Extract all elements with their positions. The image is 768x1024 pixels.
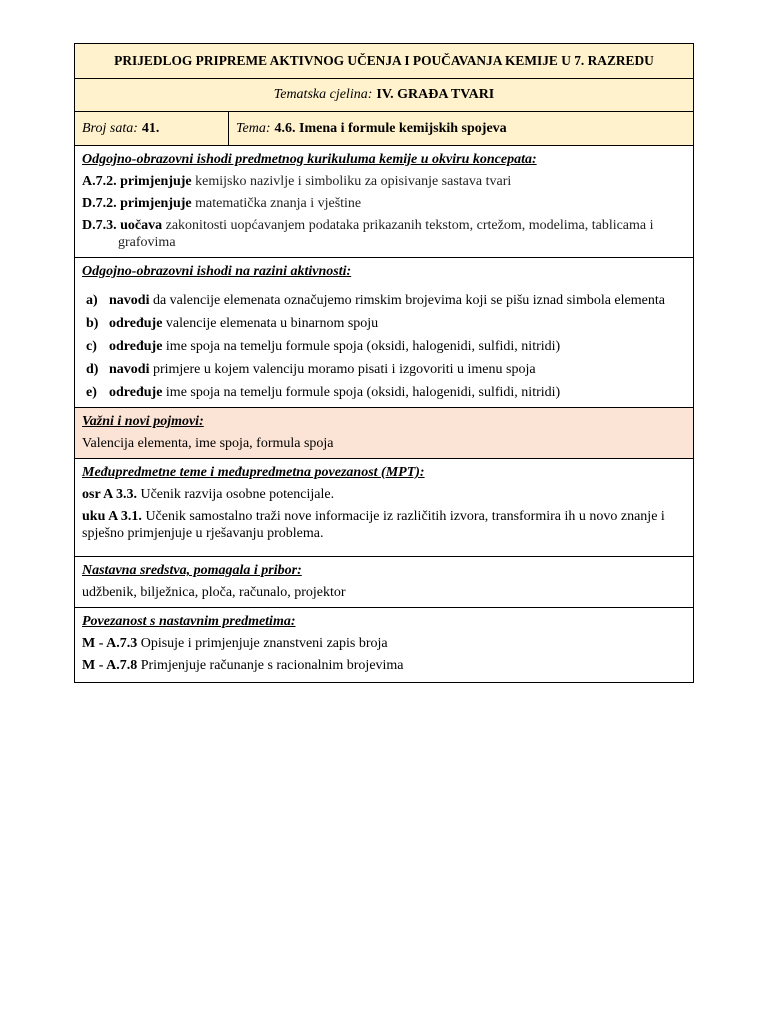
subject-links-section (75, 607, 693, 682)
lesson-hours-label: Broj sata: (82, 120, 138, 136)
lesson-plan-table (74, 43, 694, 683)
thematic-unit-value: IV. GRAĐA TVARI (376, 87, 495, 102)
outcome-code: D.7.2. primjenjuje (82, 196, 192, 211)
teaching-materials-heading: Nastavna sredstva, pomagala i pribor: (82, 563, 302, 578)
subject-link-item (82, 657, 686, 674)
item-text: ime spoja na temelju formule spoja (oksidi, halogenidi, sulfidi, nitridi) (162, 339, 561, 354)
mpt-text: Učenik razvija osobne potencijale. (136, 487, 335, 502)
item-label: c) (86, 339, 97, 354)
outcome-code: A.7.2. primjenjuje (82, 174, 192, 189)
item-verb: određuje (109, 385, 163, 400)
subject-text: Primjenjuje računanje s racionalnim brojevima (137, 658, 404, 673)
cross-curricular-heading: Međupredmetne teme i međupredmetna povezanost (MPT): (82, 465, 425, 480)
activity-outcome-item (82, 292, 686, 309)
cross-curricular-item (82, 508, 686, 542)
cross-curricular-section (75, 458, 693, 556)
subject-code: M - A.7.3 (82, 636, 138, 651)
outcome-text: kemijsko nazivlje i simboliku za opisivanje sastava tvari (191, 174, 512, 189)
lesson-topic (229, 112, 693, 145)
lesson-topic-label: Tema: (236, 120, 271, 136)
activity-outcomes-list (82, 292, 686, 401)
teaching-materials-section (75, 556, 693, 607)
item-label: d) (86, 362, 99, 377)
subject-text: Opisuje i primjenjuje znanstveni zapis broja (137, 636, 388, 651)
key-terms-section (75, 407, 693, 458)
key-terms-heading: Važni i novi pojmovi: (82, 414, 204, 429)
item-label: b) (86, 316, 99, 331)
item-verb: određuje (109, 316, 163, 331)
item-verb: određuje (109, 339, 163, 354)
item-label: a) (86, 293, 98, 308)
lesson-hours-value: 41. (141, 120, 160, 136)
activity-outcomes-section (75, 257, 693, 407)
lesson-hours (75, 112, 229, 145)
curriculum-outcome-item (82, 217, 686, 251)
curriculum-outcome-item (82, 195, 686, 212)
outcome-code: D.7.3. uočava (82, 218, 163, 233)
subject-code: M - A.7.8 (82, 658, 138, 673)
lesson-info-row (75, 111, 693, 145)
outcome-text: zakonitosti uopćavanjem podataka prikazanih tekstom, crtežom, modelima, tablicama i grafovima (118, 218, 654, 250)
item-verb: navodi (109, 362, 150, 377)
document-title-text: PRIJEDLOG PRIPREME AKTIVNOG UČENJA I POUČAVANJA KEMIJE U 7. RAZREDU (114, 53, 654, 68)
subject-link-item (82, 635, 686, 652)
activity-outcomes-heading: Odgojno-obrazovni ishodi na razini aktivnosti: (82, 264, 352, 279)
curriculum-outcomes-section (75, 145, 693, 257)
item-label: e) (86, 385, 97, 400)
item-text: da valencije elemenata označujemo rimskim brojevima koji se pišu iznad simbola elementa (149, 293, 665, 308)
lesson-topic-value: 4.6. Imena i formule kemijskih spojeva (274, 120, 507, 136)
cross-curricular-item (82, 486, 686, 503)
activity-outcome-item (82, 384, 686, 401)
teaching-materials-text: udžbenik, bilježnica, ploča, računalo, projektor (82, 585, 346, 600)
mpt-text: Učenik samostalno traži nove informacije iz različitih izvora, transformira ih u novo znanje i spješno primjenjuje u rješavanju problema. (82, 509, 665, 541)
activity-outcome-item (82, 338, 686, 355)
outcome-text: matematička znanja i vještine (191, 196, 362, 211)
activity-outcome-item (82, 361, 686, 378)
thematic-unit-label: Tematska cjelina: (273, 87, 373, 102)
item-text: primjere u kojem valenciju moramo pisati i izgovoriti u imenu spoja (149, 362, 536, 377)
document-title (75, 44, 693, 78)
item-text: ime spoja na temelju formule spoja (oksidi, halogenidi, sulfidi, nitridi) (162, 385, 561, 400)
mpt-code: osr A 3.3. (82, 487, 137, 502)
item-text: valencije elemenata u binarnom spoju (162, 316, 379, 331)
activity-outcome-item (82, 315, 686, 332)
thematic-unit (75, 78, 693, 111)
item-verb: navodi (109, 293, 150, 308)
mpt-code: uku A 3.1. (82, 509, 142, 524)
curriculum-outcome-item (82, 173, 686, 190)
subject-links-heading: Povezanost s nastavnim predmetima: (82, 614, 296, 629)
key-terms-text: Valencija elementa, ime spoja, formula spoja (82, 436, 334, 451)
curriculum-outcomes-heading: Odgojno-obrazovni ishodi predmetnog kurikuluma kemije u okviru koncepata: (82, 152, 537, 167)
